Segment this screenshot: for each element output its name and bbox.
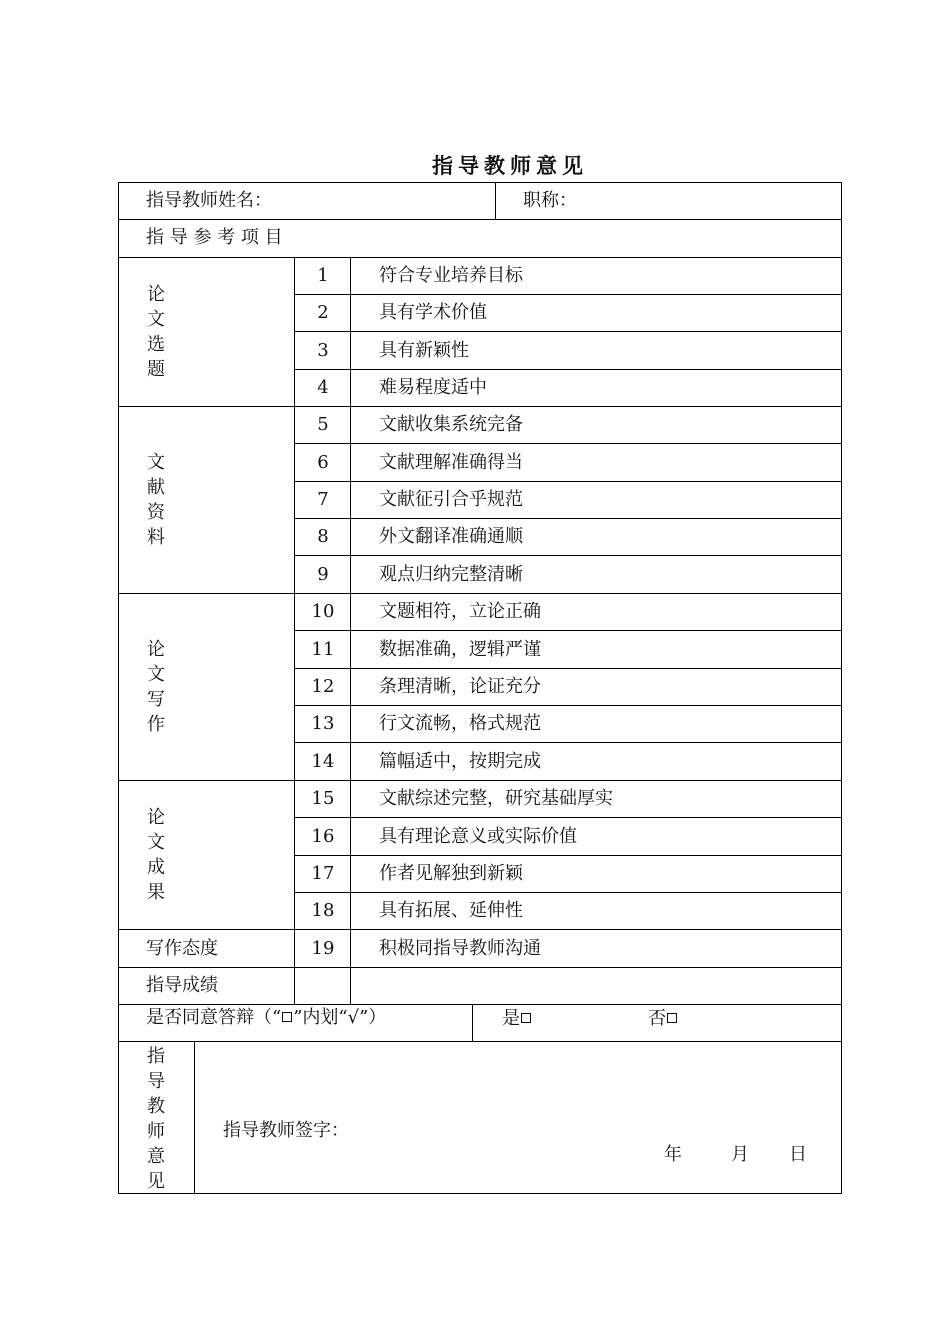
opinion-side-char: 指 (147, 1046, 165, 1067)
item-number: 18 (311, 900, 335, 921)
opinion-side-char: 意 (147, 1146, 165, 1167)
divider (294, 481, 842, 482)
advisor-opinion-table (118, 182, 842, 1194)
divider (294, 369, 842, 370)
section-label-char: 论 (147, 807, 165, 828)
item-number: 8 (317, 526, 329, 547)
item-number: 16 (311, 826, 335, 847)
item-number: 2 (317, 302, 329, 323)
item-number: 13 (311, 713, 335, 734)
divider (294, 855, 842, 856)
item-number: 9 (317, 564, 329, 585)
divider (118, 929, 842, 930)
divider (294, 705, 842, 706)
signature-label: 指导教师签字： (223, 1120, 349, 1141)
defense-question-text: ”内划“√”） (293, 1007, 387, 1028)
date-year-label: 年 (664, 1144, 682, 1165)
section-label-char: 选 (147, 334, 165, 355)
item-text: 积极同指导教师沟通 (379, 938, 541, 959)
item-number: 15 (311, 788, 335, 809)
defense-no-label: 否 (648, 1008, 666, 1029)
opinion-side-char: 师 (147, 1121, 165, 1142)
section-label-char: 果 (147, 882, 165, 903)
item-text: 具有学术价值 (379, 302, 487, 323)
grade-field[interactable] (352, 969, 840, 1003)
yes-checkbox[interactable] (521, 1013, 531, 1023)
divider (118, 967, 842, 968)
item-text: 条理清晰，论证充分 (379, 676, 541, 697)
section-label-char: 文 (147, 452, 165, 473)
divider (118, 1041, 842, 1042)
table-border-bottom (118, 1193, 842, 1194)
divider (118, 406, 842, 407)
reference-items-header: 指 导 参 考 项 目 (146, 227, 283, 248)
defense-yes-option[interactable] (502, 1009, 532, 1029)
section-label-thesis-topic (144, 282, 168, 382)
item-number: 1 (317, 265, 329, 286)
section-label-char: 献 (147, 477, 165, 498)
item-text: 难易程度适中 (379, 377, 487, 398)
item-text: 具有拓展、延伸性 (379, 900, 523, 921)
item-number: 4 (317, 377, 329, 398)
section-label-char: 作 (147, 714, 165, 735)
opinion-side-char: 导 (147, 1071, 165, 1092)
section-label-literature (144, 450, 168, 550)
checkbox-sample-icon (282, 1012, 292, 1022)
table-border-right (841, 182, 842, 1194)
divider (194, 1041, 195, 1194)
section-label-writing-attitude: 写作态度 (146, 938, 218, 959)
item-number: 3 (317, 340, 329, 361)
divider (294, 331, 842, 332)
divider (118, 1004, 842, 1005)
item-text: 作者见解独到新颖 (379, 863, 523, 884)
item-number: 7 (317, 489, 329, 510)
table-border-left (118, 182, 119, 1194)
defense-question-text: 是否同意答辩（“ (146, 1007, 282, 1028)
item-text: 具有理论意义或实际价值 (379, 826, 577, 847)
item-text: 符合专业培养目标 (379, 265, 523, 286)
item-number: 5 (317, 414, 329, 435)
item-text: 具有新颖性 (379, 340, 469, 361)
section-label-char: 料 (147, 527, 165, 548)
divider (294, 892, 842, 893)
item-text: 文献征引合乎规范 (379, 489, 523, 510)
item-number: 10 (311, 601, 335, 622)
divider (118, 593, 842, 594)
divider (294, 518, 842, 519)
item-number: 14 (311, 751, 335, 772)
item-text: 文献综述完整，研究基础厚实 (379, 788, 613, 809)
section-label-char: 文 (147, 832, 165, 853)
section-label-char: 文 (147, 664, 165, 685)
no-checkbox[interactable] (667, 1013, 677, 1023)
section-label-char: 资 (147, 502, 165, 523)
item-text: 篇幅适中，按期完成 (379, 751, 541, 772)
item-text: 文题相符，立论正确 (379, 601, 541, 622)
divider (294, 668, 842, 669)
section-label-char: 论 (147, 639, 165, 660)
divider (294, 294, 842, 295)
divider (294, 630, 842, 631)
section-label-char: 写 (147, 689, 165, 710)
divider (118, 780, 842, 781)
item-number: 17 (311, 863, 335, 884)
divider (118, 257, 842, 258)
divider (118, 219, 842, 220)
divider (294, 742, 842, 743)
page-title: 指导教师意见 (432, 154, 588, 178)
job-title-label: 职称： (523, 190, 577, 211)
opinion-side-char: 教 (147, 1096, 165, 1117)
date-day-label: 日 (789, 1144, 807, 1165)
item-text: 外文翻译准确通顺 (379, 526, 523, 547)
table-border-top (118, 182, 842, 183)
section-label-thesis-results (144, 805, 168, 905)
divider (350, 967, 351, 1005)
divider (495, 182, 496, 220)
divider (294, 817, 842, 818)
section-label-char: 论 (147, 284, 165, 305)
defense-yes-label: 是 (502, 1008, 520, 1029)
defense-no-option[interactable] (648, 1009, 678, 1029)
item-text: 文献理解准确得当 (379, 452, 523, 473)
item-text: 文献收集系统完备 (379, 414, 523, 435)
grade-label: 指导成绩 (146, 975, 218, 996)
item-number: 6 (317, 452, 329, 473)
divider (294, 555, 842, 556)
section-label-char: 成 (147, 857, 165, 878)
advisor-name-label: 指导教师姓名： (146, 190, 272, 211)
item-number: 19 (311, 938, 335, 959)
section-label-char: 文 (147, 309, 165, 330)
section-label-char: 题 (147, 359, 165, 380)
item-number: 12 (311, 676, 335, 697)
divider (472, 1004, 473, 1042)
defense-question (146, 1008, 386, 1028)
item-text: 数据准确，逻辑严谨 (379, 639, 541, 660)
divider (294, 443, 842, 444)
item-number: 11 (311, 639, 335, 660)
item-text: 行文流畅，格式规范 (379, 713, 541, 734)
opinion-side-label (144, 1044, 168, 1194)
item-text: 观点归纳完整清晰 (379, 564, 523, 585)
date-month-label: 月 (731, 1144, 749, 1165)
section-label-thesis-writing (144, 637, 168, 737)
opinion-side-char: 见 (147, 1171, 165, 1192)
